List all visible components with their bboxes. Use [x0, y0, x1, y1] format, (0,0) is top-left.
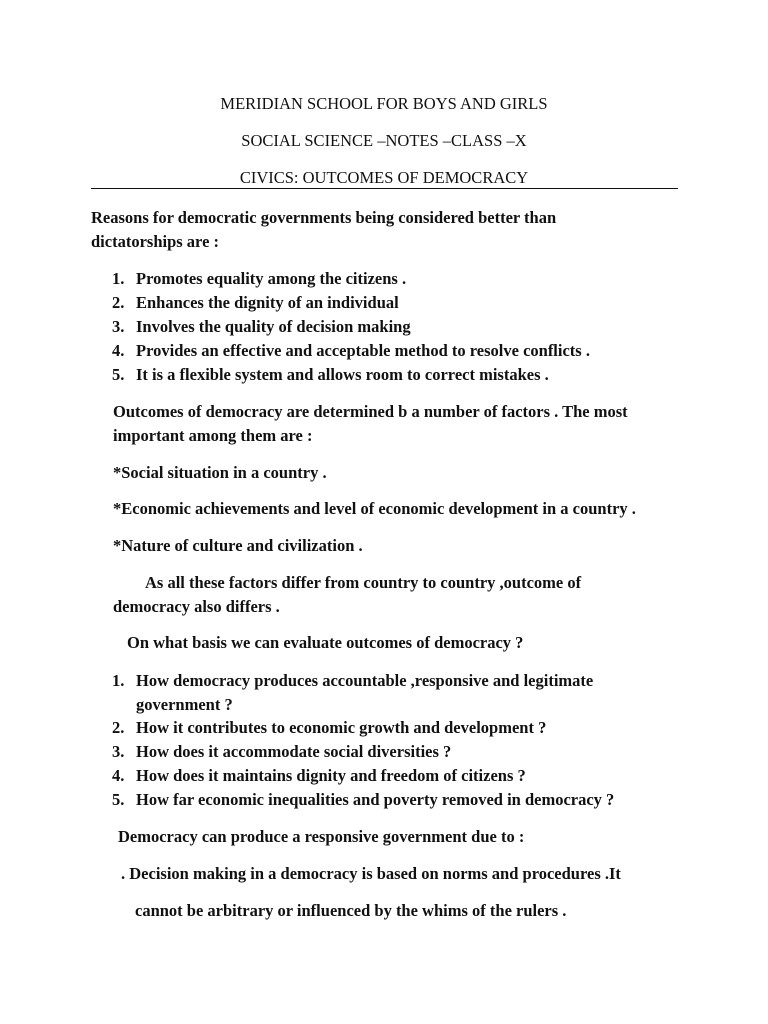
school-name: MERIDIAN SCHOOL FOR BOYS AND GIRLS	[220, 94, 548, 113]
evaluate-heading: On what basis we can evaluate outcomes of democracy ?	[127, 633, 524, 652]
question-item: How far economic inequalities and poverty removed in democracy ?	[136, 790, 615, 809]
question-item: How democracy produces accountable ,responsive and legitimate	[136, 671, 594, 690]
intro-line-1: Reasons for democratic governments being considered better than	[91, 208, 557, 227]
factor-item: *Economic achievements and level of economic development in a country .	[113, 499, 636, 518]
subject-title: SOCIAL SCIENCE –NOTES –CLASS –X	[241, 131, 527, 150]
reason-item: Involves the quality of decision making	[136, 317, 411, 336]
reason-number: 4.	[112, 341, 125, 360]
question-number: 5.	[112, 790, 125, 809]
header-divider	[91, 188, 678, 189]
decision-line-2: cannot be arbitrary or influenced by the whims of the rulers .	[135, 901, 567, 920]
question-number: 3.	[112, 742, 125, 761]
question-item: How does it maintains dignity and freedom of citizens ?	[136, 766, 526, 785]
reason-number: 3.	[112, 317, 125, 336]
factors-intro-line-1: Outcomes of democracy are determined b a number of factors . The most	[113, 402, 628, 421]
factor-item: *Social situation in a country .	[113, 463, 327, 482]
responsive-heading: Democracy can produce a responsive government due to :	[118, 827, 525, 846]
decision-line-1: . Decision making in a democracy is based on norms and procedures .It	[121, 864, 621, 883]
reason-number: 1.	[112, 269, 125, 288]
intro-line-2: dictatorships are :	[91, 232, 220, 251]
reason-number: 2.	[112, 293, 125, 312]
question-item: How it contributes to economic growth and development ?	[136, 718, 547, 737]
factor-item: *Nature of culture and civilization .	[113, 536, 363, 555]
reason-item: Promotes equality among the citizens .	[136, 269, 407, 288]
question-item-continued: government ?	[136, 695, 233, 714]
chapter-title: CIVICS: OUTCOMES OF DEMOCRACY	[239, 168, 529, 187]
factors-intro-line-2: important among them are :	[113, 426, 313, 445]
reason-item: It is a flexible system and allows room to correct mistakes .	[136, 365, 549, 384]
reason-number: 5.	[112, 365, 125, 384]
question-number: 1.	[112, 671, 125, 690]
reason-item: Provides an effective and acceptable method to resolve conflicts .	[136, 341, 590, 360]
differ-line-2: democracy also differs .	[113, 597, 280, 616]
question-number: 2.	[112, 718, 125, 737]
differ-line-1: As all these factors differ from country to country ,outcome of	[145, 573, 582, 592]
question-item: How does it accommodate social diversities ?	[136, 742, 452, 761]
reason-item: Enhances the dignity of an individual	[136, 293, 399, 312]
question-number: 4.	[112, 766, 125, 785]
